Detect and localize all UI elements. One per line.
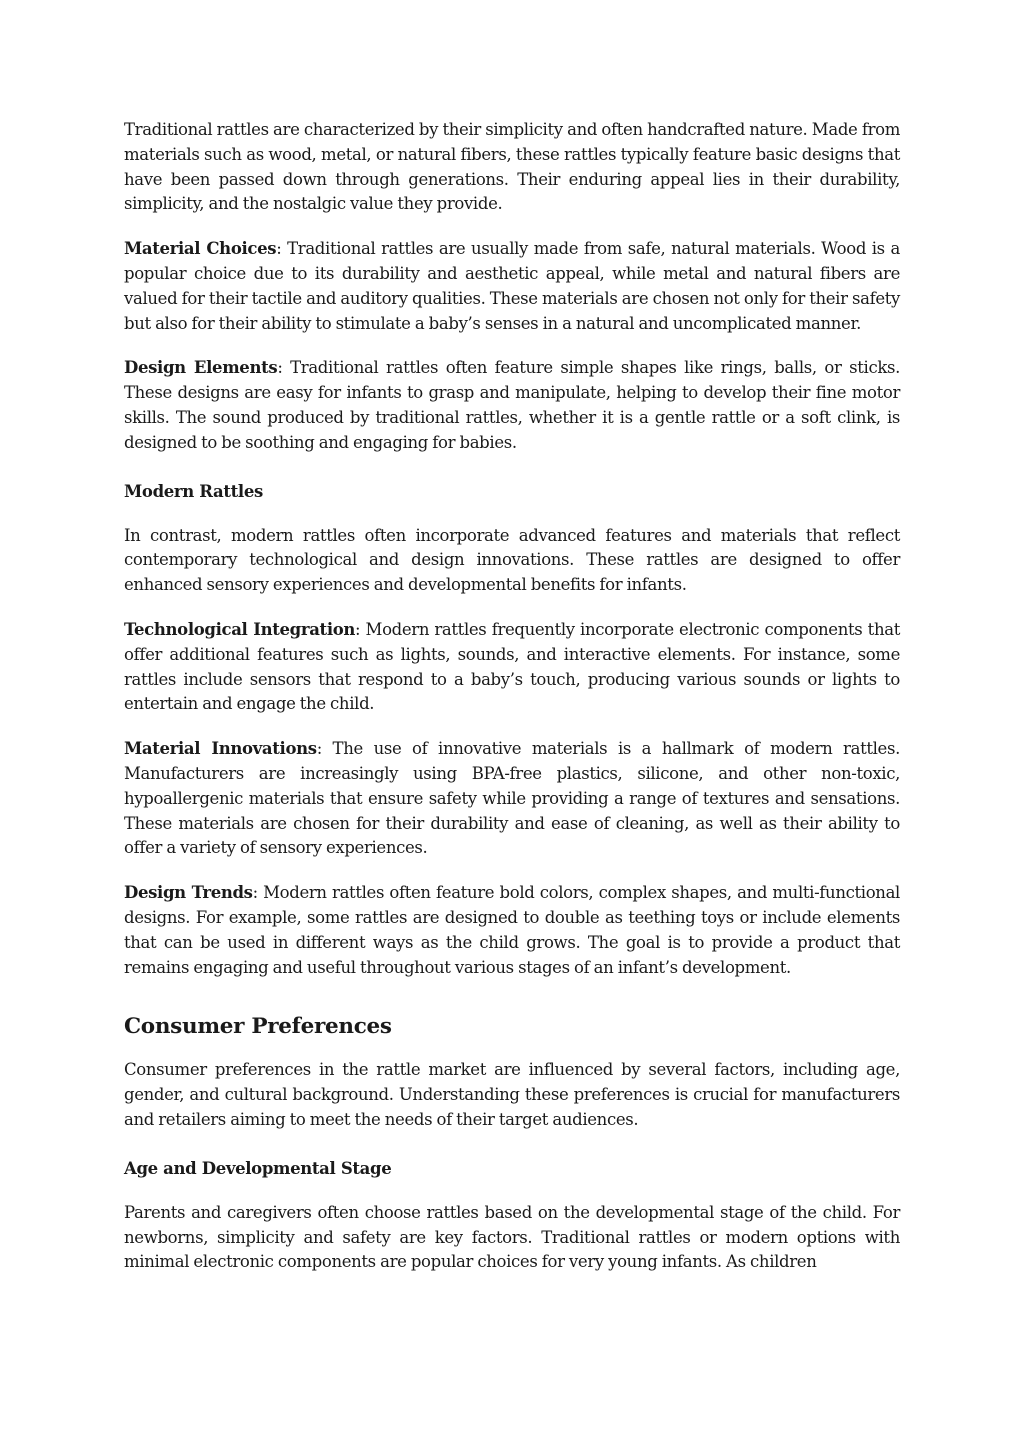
modern-intro-paragraph: In contrast, modern rattles often incorporate advanced features and materials that reflect contemporary technological and design innovations. These rattles are designed to offer enhanced sensory experiences and developmental benefits for infants.	[124, 525, 900, 595]
modern-rattles-heading: Modern Rattles	[124, 481, 263, 501]
tech-integration-text: : Modern rattles frequently incorporate electronic components that offer additional features such as lights, sounds, and interactive elements. For instance, some rattles include sensors that respond to a baby’s touch, producing various sounds or lights to entertain and engage the child.	[124, 619, 901, 714]
material-innovations-paragraph	[124, 737, 900, 861]
material-choices-paragraph	[124, 237, 900, 336]
age-developmental-paragraph: Parents and caregivers often choose rattles based on the developmental stage of the child. For newborns, simplicity and safety are key factors. Traditional rattles or modern options with minimal electronic components are popular choices for very young infants. As children	[124, 1202, 900, 1272]
design-trends-text: : Modern rattles often feature bold colors, complex shapes, and multi-functional designs. For example, some rattles are designed to double as teething toys or include elements that can be used in different ways as the child grows. The goal is to provide a product that remains engaging and useful throughout various stages of an infant’s development.	[124, 883, 900, 977]
document-page	[124, 118, 900, 1275]
age-developmental-heading: Age and Developmental Stage	[124, 1158, 392, 1178]
material-choices-text: : Traditional rattles are usually made from safe, natural materials. Wood is a popular choice due to its durability and aesthetic appeal, while metal and natural fibers are valued for their tactile and auditory qualities. These materials are chosen not only for their safety but also for their ability to stimulate a baby’s senses in a natural and uncomplicated manner.	[124, 239, 900, 333]
design-elements-term: Design Elements	[124, 358, 278, 378]
tech-integration-paragraph	[124, 618, 900, 717]
design-elements-paragraph	[124, 356, 900, 455]
tech-integration-term: Technological Integration	[124, 619, 356, 639]
design-elements-text: : Traditional rattles often feature simple shapes like rings, balls, or sticks. These designs are easy for infants to grasp and manipulate, helping to develop their fine motor skills. The sound produced by traditional rattles, whether it is a gentle rattle or a soft clink, is designed to be soothing and engaging for babies.	[124, 358, 900, 452]
design-trends-paragraph	[124, 881, 900, 980]
design-trends-term: Design Trends	[124, 883, 253, 903]
consumer-preferences-heading: Consumer Preferences	[124, 1014, 392, 1040]
material-innovations-term: Material Innovations	[124, 739, 317, 759]
material-innovations-text: : The use of innovative materials is a hallmark of modern rattles. Manufacturers are increasingly using BPA-free plastics, silicone, and other non-toxic, hypoallergenic materials that ensure safety while providing a range of textures and sensations. These materials are chosen for their durability and ease of cleaning, as well as their ability to offer a variety of sensory experiences.	[124, 739, 900, 858]
material-choices-term: Material Choices	[124, 239, 277, 259]
intro-paragraph: Traditional rattles are characterized by their simplicity and often handcrafted nature. Made from materials such as wood, metal, or natural fibers, these rattles typically feature basic designs that have been passed down through generations. Their enduring appeal lies in their durability, simplicity, and the nostalgic value they provide.	[124, 120, 900, 214]
consumer-intro-paragraph: Consumer preferences in the rattle market are influenced by several factors, including age, gender, and cultural background. Understanding these preferences is crucial for manufacturers and retailers aiming to meet the needs of their target audiences.	[124, 1060, 900, 1129]
